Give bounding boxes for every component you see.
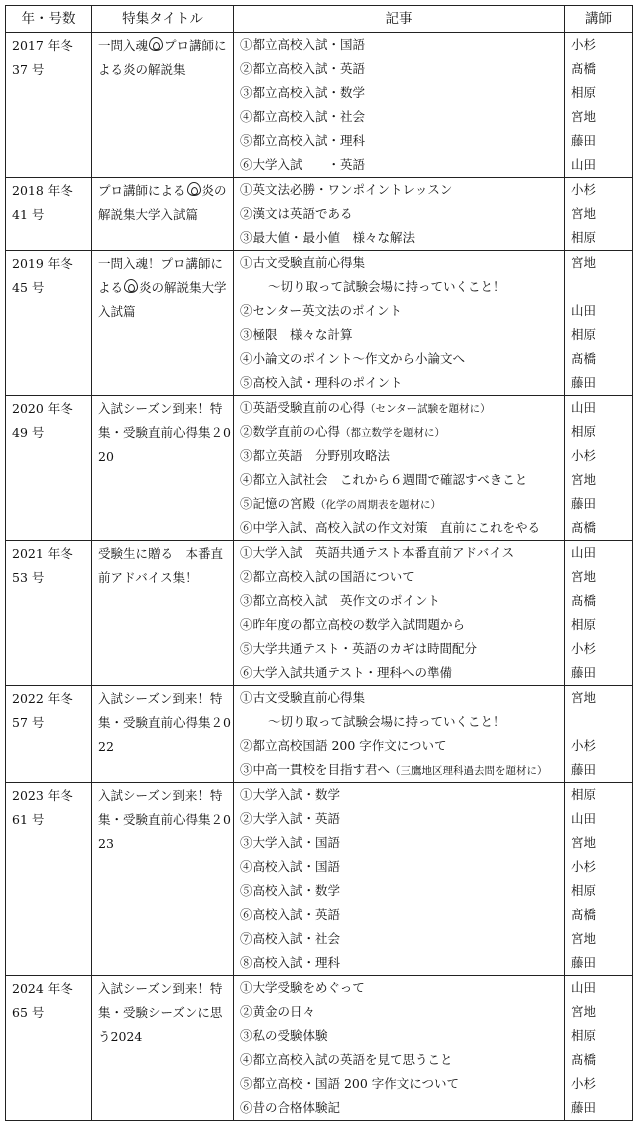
article-item xyxy=(240,758,564,782)
lecturer-name: 相原 xyxy=(571,1028,597,1043)
article-item xyxy=(240,1024,564,1048)
article-text: ⑧高校入試・理科 xyxy=(240,955,341,970)
articles-cell xyxy=(234,33,565,178)
article-text: ③都立高校入試 英作文のポイント xyxy=(240,593,441,608)
article-text: ⑥大学入試 ・英語 xyxy=(240,157,366,172)
feature-title-text: 受験生に贈る 本番直前アドバイス集！ xyxy=(98,546,224,585)
article-item xyxy=(240,33,564,57)
article-item xyxy=(240,57,564,81)
feature-title-text: プロ講師による xyxy=(98,183,186,198)
article-item xyxy=(240,202,564,226)
article-item xyxy=(240,1000,564,1024)
year-text: 2017 年冬 xyxy=(12,38,73,53)
articles-cell xyxy=(234,396,565,541)
lecturer-name: 髙橋 xyxy=(571,593,597,608)
article-item xyxy=(240,565,564,589)
lecturer-name: 小杉 xyxy=(571,859,597,874)
article-item xyxy=(240,589,564,613)
lecturer-name: 宮地 xyxy=(571,569,597,584)
year-text: 2023 年冬 xyxy=(12,788,73,803)
lecturer-name: 髙橋 xyxy=(571,907,597,922)
article-item xyxy=(240,153,564,177)
article-item xyxy=(240,516,564,540)
table-row xyxy=(6,396,633,541)
article-text: ③極限 様々な計算 xyxy=(240,327,353,342)
feature-title-text: 入試シーズン到来！特集・受験直前心得集２023 xyxy=(98,788,231,851)
lecturer-name: 山田 xyxy=(571,545,597,560)
article-text: ⑥高校入試・英語 xyxy=(240,907,341,922)
lecturer-name xyxy=(571,275,632,299)
year-issue-cell xyxy=(6,686,92,783)
article-text: ②都立高校国語 200 字作文について xyxy=(240,738,447,753)
year-text: 2024 年冬 xyxy=(12,981,73,996)
lecturer-name: 小杉 xyxy=(571,37,597,52)
lecturer-name: 相原 xyxy=(571,85,597,100)
lecturer-cell xyxy=(565,976,633,1121)
article-item xyxy=(240,1072,564,1096)
lecturer-cell xyxy=(565,33,633,178)
year-text: 2020 年冬 xyxy=(12,401,73,416)
feature-title-text: 一問入魂！プロ講師による xyxy=(98,256,224,295)
lecturer-name: 宮地 xyxy=(571,206,597,221)
article-item xyxy=(240,710,564,734)
article-text: ②漢文は英語である xyxy=(240,206,353,221)
article-item xyxy=(240,783,564,807)
issue-text: 41 号 xyxy=(12,207,45,222)
lecturer-name: 小杉 xyxy=(571,641,597,656)
year-issue-cell xyxy=(6,178,92,251)
article-item xyxy=(240,492,564,516)
table-row xyxy=(6,783,633,976)
article-text: ①大学受験をめぐって xyxy=(240,980,365,995)
article-text: ⑤大学共通テスト・英語のカギは時間配分 xyxy=(240,641,478,656)
article-item xyxy=(240,1048,564,1072)
lecturer-name: 髙橋 xyxy=(571,351,597,366)
article-item xyxy=(240,129,564,153)
article-text: ②都立高校入試・英語 xyxy=(240,61,366,76)
article-note: （化学の周期表を題材に） xyxy=(315,499,442,511)
flame-icon xyxy=(124,279,138,293)
article-item xyxy=(240,927,564,951)
lecturer-name: 宮地 xyxy=(571,835,597,850)
table-body xyxy=(6,33,633,1121)
article-item xyxy=(240,976,564,1000)
article-item xyxy=(240,734,564,758)
article-text: ④都立高校入試の英語を見て思うこと xyxy=(240,1052,453,1067)
lecturer-name: 宮地 xyxy=(571,109,597,124)
article-text: ④昨年度の都立高校の数学入試問題から xyxy=(240,617,466,632)
lecturer-name: 山田 xyxy=(571,980,597,995)
article-text: ⑤高校入試・理科のポイント xyxy=(240,375,403,390)
article-text: ③中高一貫校を目指す君へ xyxy=(240,762,391,777)
article-text: ③都立英語 分野別攻略法 xyxy=(240,448,391,463)
article-item xyxy=(240,686,564,710)
table-header-row xyxy=(6,6,633,33)
article-text: ⑤都立高校・国語 200 字作文について xyxy=(240,1076,460,1091)
issue-text: 65 号 xyxy=(12,1005,45,1020)
feature-title-cell xyxy=(92,33,234,178)
lecturer-name: 藤田 xyxy=(571,665,597,680)
article-item xyxy=(240,105,564,129)
article-note: （センター試験を題材に） xyxy=(365,403,491,415)
lecturer-cell xyxy=(565,251,633,396)
issue-text: 37 号 xyxy=(12,62,45,77)
article-item xyxy=(240,468,564,492)
feature-title-cell xyxy=(92,396,234,541)
article-text: ⑥昔の合格体験記 xyxy=(240,1100,341,1115)
article-text: ①英文法必勝・ワンポイントレッスン xyxy=(240,182,453,197)
table-row xyxy=(6,251,633,396)
article-item xyxy=(240,299,564,323)
article-item xyxy=(240,396,564,420)
feature-title-cell xyxy=(92,976,234,1121)
article-item xyxy=(240,807,564,831)
article-item xyxy=(240,879,564,903)
article-text: ～切り取って試験会場に持っていくこと！ xyxy=(268,279,506,294)
issue-text: 53 号 xyxy=(12,570,45,585)
feature-title-cell xyxy=(92,783,234,976)
lecturer-name: 山田 xyxy=(571,400,597,415)
lecturer-name: 山田 xyxy=(571,303,597,318)
lecturer-name: 相原 xyxy=(571,787,597,802)
article-text: ①都立高校入試・国語 xyxy=(240,37,366,52)
lecturer-name: 宮地 xyxy=(571,1004,597,1019)
article-text: ⑤記憶の宮殿 xyxy=(240,496,316,511)
article-text: ①大学入試・数学 xyxy=(240,787,341,802)
lecturer-name: 藤田 xyxy=(571,496,597,511)
lecturer-name: 宮地 xyxy=(571,255,597,270)
article-item xyxy=(240,347,564,371)
table-row xyxy=(6,686,633,783)
table-row xyxy=(6,976,633,1121)
article-text: ②数学直前の心得 xyxy=(240,424,341,439)
article-text: ①大学入試 英語共通テスト本番直前アドバイス xyxy=(240,545,515,560)
table-row xyxy=(6,178,633,251)
lecturer-name: 相原 xyxy=(571,230,597,245)
article-text: ①古文受験直前心得集 xyxy=(240,690,366,705)
lecturer-name: 藤田 xyxy=(571,955,597,970)
article-text: ④高校入試・国語 xyxy=(240,859,341,874)
year-text: 2022 年冬 xyxy=(12,691,73,706)
feature-title-text: 入試シーズン到来！特集・受験直前心得集２022 xyxy=(98,691,231,754)
article-item xyxy=(240,831,564,855)
year-issue-cell xyxy=(6,541,92,686)
article-item xyxy=(240,226,564,250)
article-note: （三鷹地区理科過去問を題材に） xyxy=(390,765,548,777)
article-text: ④都立入試社会 これから６週間で確認すべきこと xyxy=(240,472,528,487)
article-text: ②都立高校入試の国語について xyxy=(240,569,415,584)
article-item xyxy=(240,613,564,637)
issue-text: 57 号 xyxy=(12,715,45,730)
year-issue-cell xyxy=(6,396,92,541)
lecturer-name: 小杉 xyxy=(571,448,597,463)
articles-cell xyxy=(234,178,565,251)
article-item xyxy=(240,855,564,879)
header-articles: 記事 xyxy=(234,6,565,33)
header-title: 特集タイトル xyxy=(92,6,234,33)
articles-cell xyxy=(234,783,565,976)
article-text: ⑦高校入試・社会 xyxy=(240,931,341,946)
article-item xyxy=(240,903,564,927)
articles-cell xyxy=(234,541,565,686)
articles-cell xyxy=(234,976,565,1121)
flame-icon xyxy=(149,37,163,51)
feature-index-table xyxy=(5,5,633,1121)
article-item xyxy=(240,323,564,347)
feature-title-cell xyxy=(92,178,234,251)
feature-title-text: プロ講師による炎の解説集 xyxy=(98,38,227,77)
feature-title-cell xyxy=(92,251,234,396)
lecturer-cell xyxy=(565,686,633,783)
article-text: ④小論文のポイント～作文から小論文へ xyxy=(240,351,466,366)
header-year: 年・号数 xyxy=(6,6,92,33)
article-item xyxy=(240,541,564,565)
article-text: ⑤高校入試・数学 xyxy=(240,883,341,898)
lecturer-name: 藤田 xyxy=(571,133,597,148)
issue-text: 49 号 xyxy=(12,425,45,440)
lecturer-name: 山田 xyxy=(571,157,597,172)
article-item xyxy=(240,637,564,661)
article-text: ②黄金の日々 xyxy=(240,1004,316,1019)
articles-cell xyxy=(234,686,565,783)
year-issue-cell xyxy=(6,251,92,396)
article-item xyxy=(240,444,564,468)
article-item xyxy=(240,178,564,202)
lecturer-name: 宮地 xyxy=(571,472,597,487)
lecturer-name: 山田 xyxy=(571,811,597,826)
year-issue-cell xyxy=(6,783,92,976)
year-issue-cell xyxy=(6,33,92,178)
article-item xyxy=(240,1096,564,1120)
year-text: 2019 年冬 xyxy=(12,256,73,271)
issue-text: 45 号 xyxy=(12,280,45,295)
article-text: ⑥中学入試、高校入試の作文対策 直前にこれをやる xyxy=(240,520,541,535)
article-item xyxy=(240,251,564,275)
lecturer-cell xyxy=(565,396,633,541)
lecturer-name: 藤田 xyxy=(571,762,597,777)
article-text: ②大学入試・英語 xyxy=(240,811,341,826)
article-text: ④都立高校入試・社会 xyxy=(240,109,366,124)
feature-title-text: 入試シーズン到来！特集・受験シーズンに思う2024 xyxy=(98,981,223,1044)
articles-cell xyxy=(234,251,565,396)
article-text: ③都立高校入試・数学 xyxy=(240,85,366,100)
issue-text: 61 号 xyxy=(12,812,45,827)
feature-title-text: 一問入魂 xyxy=(98,38,149,53)
lecturer-name: 藤田 xyxy=(571,1100,597,1115)
flame-icon xyxy=(187,182,201,196)
article-text: ①古文受験直前心得集 xyxy=(240,255,366,270)
article-item xyxy=(240,951,564,975)
article-note: （都立数学を題材に） xyxy=(340,427,446,439)
table-row xyxy=(6,33,633,178)
article-text: ⑤都立高校入試・理科 xyxy=(240,133,366,148)
year-text: 2021 年冬 xyxy=(12,546,73,561)
article-item xyxy=(240,371,564,395)
lecturer-name: 相原 xyxy=(571,424,597,439)
feature-title-cell xyxy=(92,541,234,686)
header-lecturer: 講師 xyxy=(565,6,633,33)
article-text: ③大学入試・国語 xyxy=(240,835,341,850)
lecturer-cell xyxy=(565,178,633,251)
feature-title-text: 入試シーズン到来！特集・受験直前心得集２020 xyxy=(98,401,231,464)
year-issue-cell xyxy=(6,976,92,1121)
lecturer-name: 髙橋 xyxy=(571,520,597,535)
lecturer-name: 小杉 xyxy=(571,1076,597,1091)
feature-title-text: 炎の解説集大学入試篇 xyxy=(98,280,227,319)
lecturer-name: 相原 xyxy=(571,327,597,342)
year-text: 2018 年冬 xyxy=(12,183,73,198)
article-item xyxy=(240,661,564,685)
lecturer-name: 髙橋 xyxy=(571,1052,597,1067)
lecturer-name: 小杉 xyxy=(571,182,597,197)
lecturer-name xyxy=(571,710,632,734)
lecturer-name: 小杉 xyxy=(571,738,597,753)
article-text: ③最大値・最小値 様々な解法 xyxy=(240,230,416,245)
lecturer-name: 宮地 xyxy=(571,931,597,946)
article-text: ②センター英文法のポイント xyxy=(240,303,403,318)
article-item xyxy=(240,420,564,444)
lecturer-name: 相原 xyxy=(571,617,597,632)
feature-title-cell xyxy=(92,686,234,783)
lecturer-name: 相原 xyxy=(571,883,597,898)
table-row xyxy=(6,541,633,686)
article-text: ①英語受験直前の心得 xyxy=(240,400,366,415)
lecturer-name: 宮地 xyxy=(571,690,597,705)
article-text: ～切り取って試験会場に持っていくこと！ xyxy=(268,714,506,729)
lecturer-cell xyxy=(565,783,633,976)
feature-title-text: 炎の解説集大学入試篇 xyxy=(98,183,227,222)
article-text: ③私の受験体験 xyxy=(240,1028,328,1043)
article-item xyxy=(240,275,564,299)
lecturer-name: 藤田 xyxy=(571,375,597,390)
article-item xyxy=(240,81,564,105)
lecturer-cell xyxy=(565,541,633,686)
article-text: ⑥大学入試共通テスト・理科への準備 xyxy=(240,665,453,680)
lecturer-name: 髙橋 xyxy=(571,61,597,76)
